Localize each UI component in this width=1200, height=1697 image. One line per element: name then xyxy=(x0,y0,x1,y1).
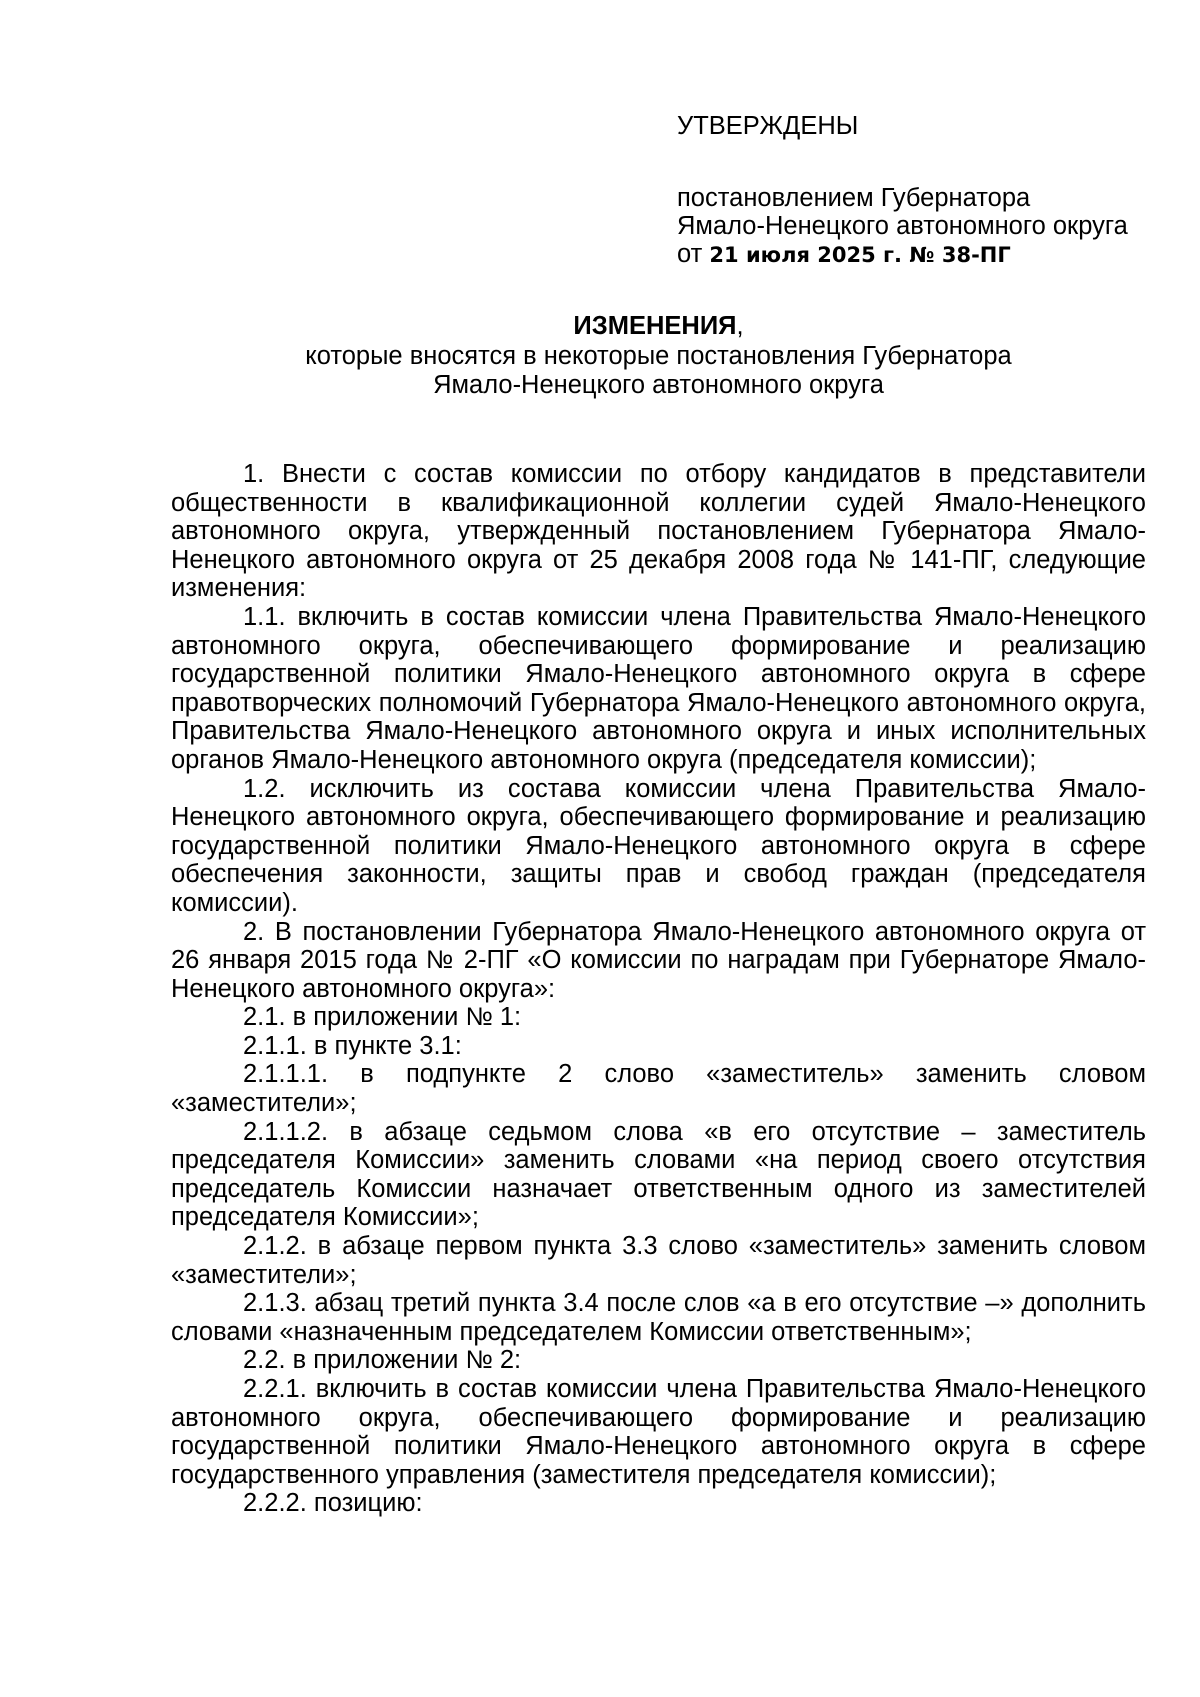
approval-line-date xyxy=(677,240,1157,269)
paragraph-2-1-1-2: 2.1.1.2. в абзаце седьмом слова «в его отсутствие – заместитель председателя Комиссии» заменить словами «на период своего отсутствия председатель Комиссии назначает ответственным одного из заместителей председателя Комиссии»; xyxy=(171,1117,1146,1232)
title-comma: , xyxy=(736,312,744,340)
paragraph-2: 2. В постановлении Губернатора Ямало-Ненецкого автономного округа от 26 января 2015 года № 2-ПГ «О комиссии по наградам при Губернаторе Ямало-Ненецкого автономного округа»: xyxy=(171,917,1146,1003)
approval-stamp xyxy=(677,112,1157,269)
paragraph-2-2-1: 2.2.1. включить в состав комиссии члена Правительства Ямало-Ненецкого автономного округа, обеспечивающего формирование и реализацию государственной политики Ямало-Ненецкого автономного округа в сфере государственного управления (заместителя председателя комиссии); xyxy=(171,1375,1146,1489)
paragraph-2-1-1-1: 2.1.1.1. в подпункте 2 слово «заместитель» заменить словом «заместители»; xyxy=(171,1060,1146,1118)
document-body xyxy=(171,460,1146,1518)
paragraph-1-2: 1.2. исключить из состава комиссии члена Правительства Ямало-Ненецкого автономного округа, обеспечивающего формирование и реализацию государственной политики Ямало-Ненецкого автономного округа в сфере обеспечения законности, защиты прав и свобод граждан (председателя комиссии). xyxy=(171,774,1146,917)
approval-line-region: Ямало-Ненецкого автономного округа xyxy=(677,212,1128,240)
title-main: ИЗМЕНЕНИЯ xyxy=(573,312,737,340)
paragraph-2-1-3: 2.1.3. абзац третий пункта 3.4 после слов «а в его отсутствие –» дополнить словами «назначенным председателем Комиссии ответственным»; xyxy=(171,1289,1146,1346)
approval-line-decree: постановлением Губернатора xyxy=(677,184,1031,212)
paragraph-2-1: 2.1. в приложении № 1: xyxy=(243,1003,522,1032)
approval-date-prefix: от xyxy=(677,240,703,268)
paragraph-2-2: 2.2. в приложении № 2: xyxy=(243,1346,522,1375)
paragraph-2-1-1: 2.1.1. в пункте 3.1: xyxy=(243,1031,462,1060)
approval-heading: УТВЕРЖДЕНЫ xyxy=(677,112,859,140)
paragraph-1-1: 1.1. включить в состав комиссии члена Правительства Ямало-Ненецкого автономного округа, обеспечивающего формирование и реализацию государственной политики Ямало-Ненецкого автономного округа в сфере правотворческих полномочий Губернатора Ямало-Ненецкого автономного округа, Правительства Ямало-Ненецкого автономного округа и иных исполнительных органов Ямало-Ненецкого автономного округа (председателя комиссии); xyxy=(171,602,1146,774)
document-title xyxy=(171,312,1146,401)
title-subtitle-line-2: Ямало-Ненецкого автономного округа xyxy=(433,371,884,399)
title-main-line xyxy=(171,312,1146,342)
paragraph-2-2-2: 2.2.2. позицию: xyxy=(243,1489,423,1518)
paragraph-1: 1. Внести с состав комиссии по отбору кандидатов в представители общественности в квалификационной коллегии судей Ямало-Ненецкого автономного округа, утвержденный постановлением Губернатора Ямало-Ненецкого автономного округа от 25 декабря 2008 года № 141-ПГ, следующие изменения: xyxy=(171,460,1146,603)
paragraph-2-1-2: 2.1.2. в абзаце первом пункта 3.3 слово «заместитель» заменить словом «заместители»; xyxy=(171,1232,1146,1289)
approval-date-number: 21 июля 2025 г. № 38-ПГ xyxy=(709,243,1011,267)
title-subtitle-line-1: которые вносятся в некоторые постановления Губернатора xyxy=(305,341,1012,370)
